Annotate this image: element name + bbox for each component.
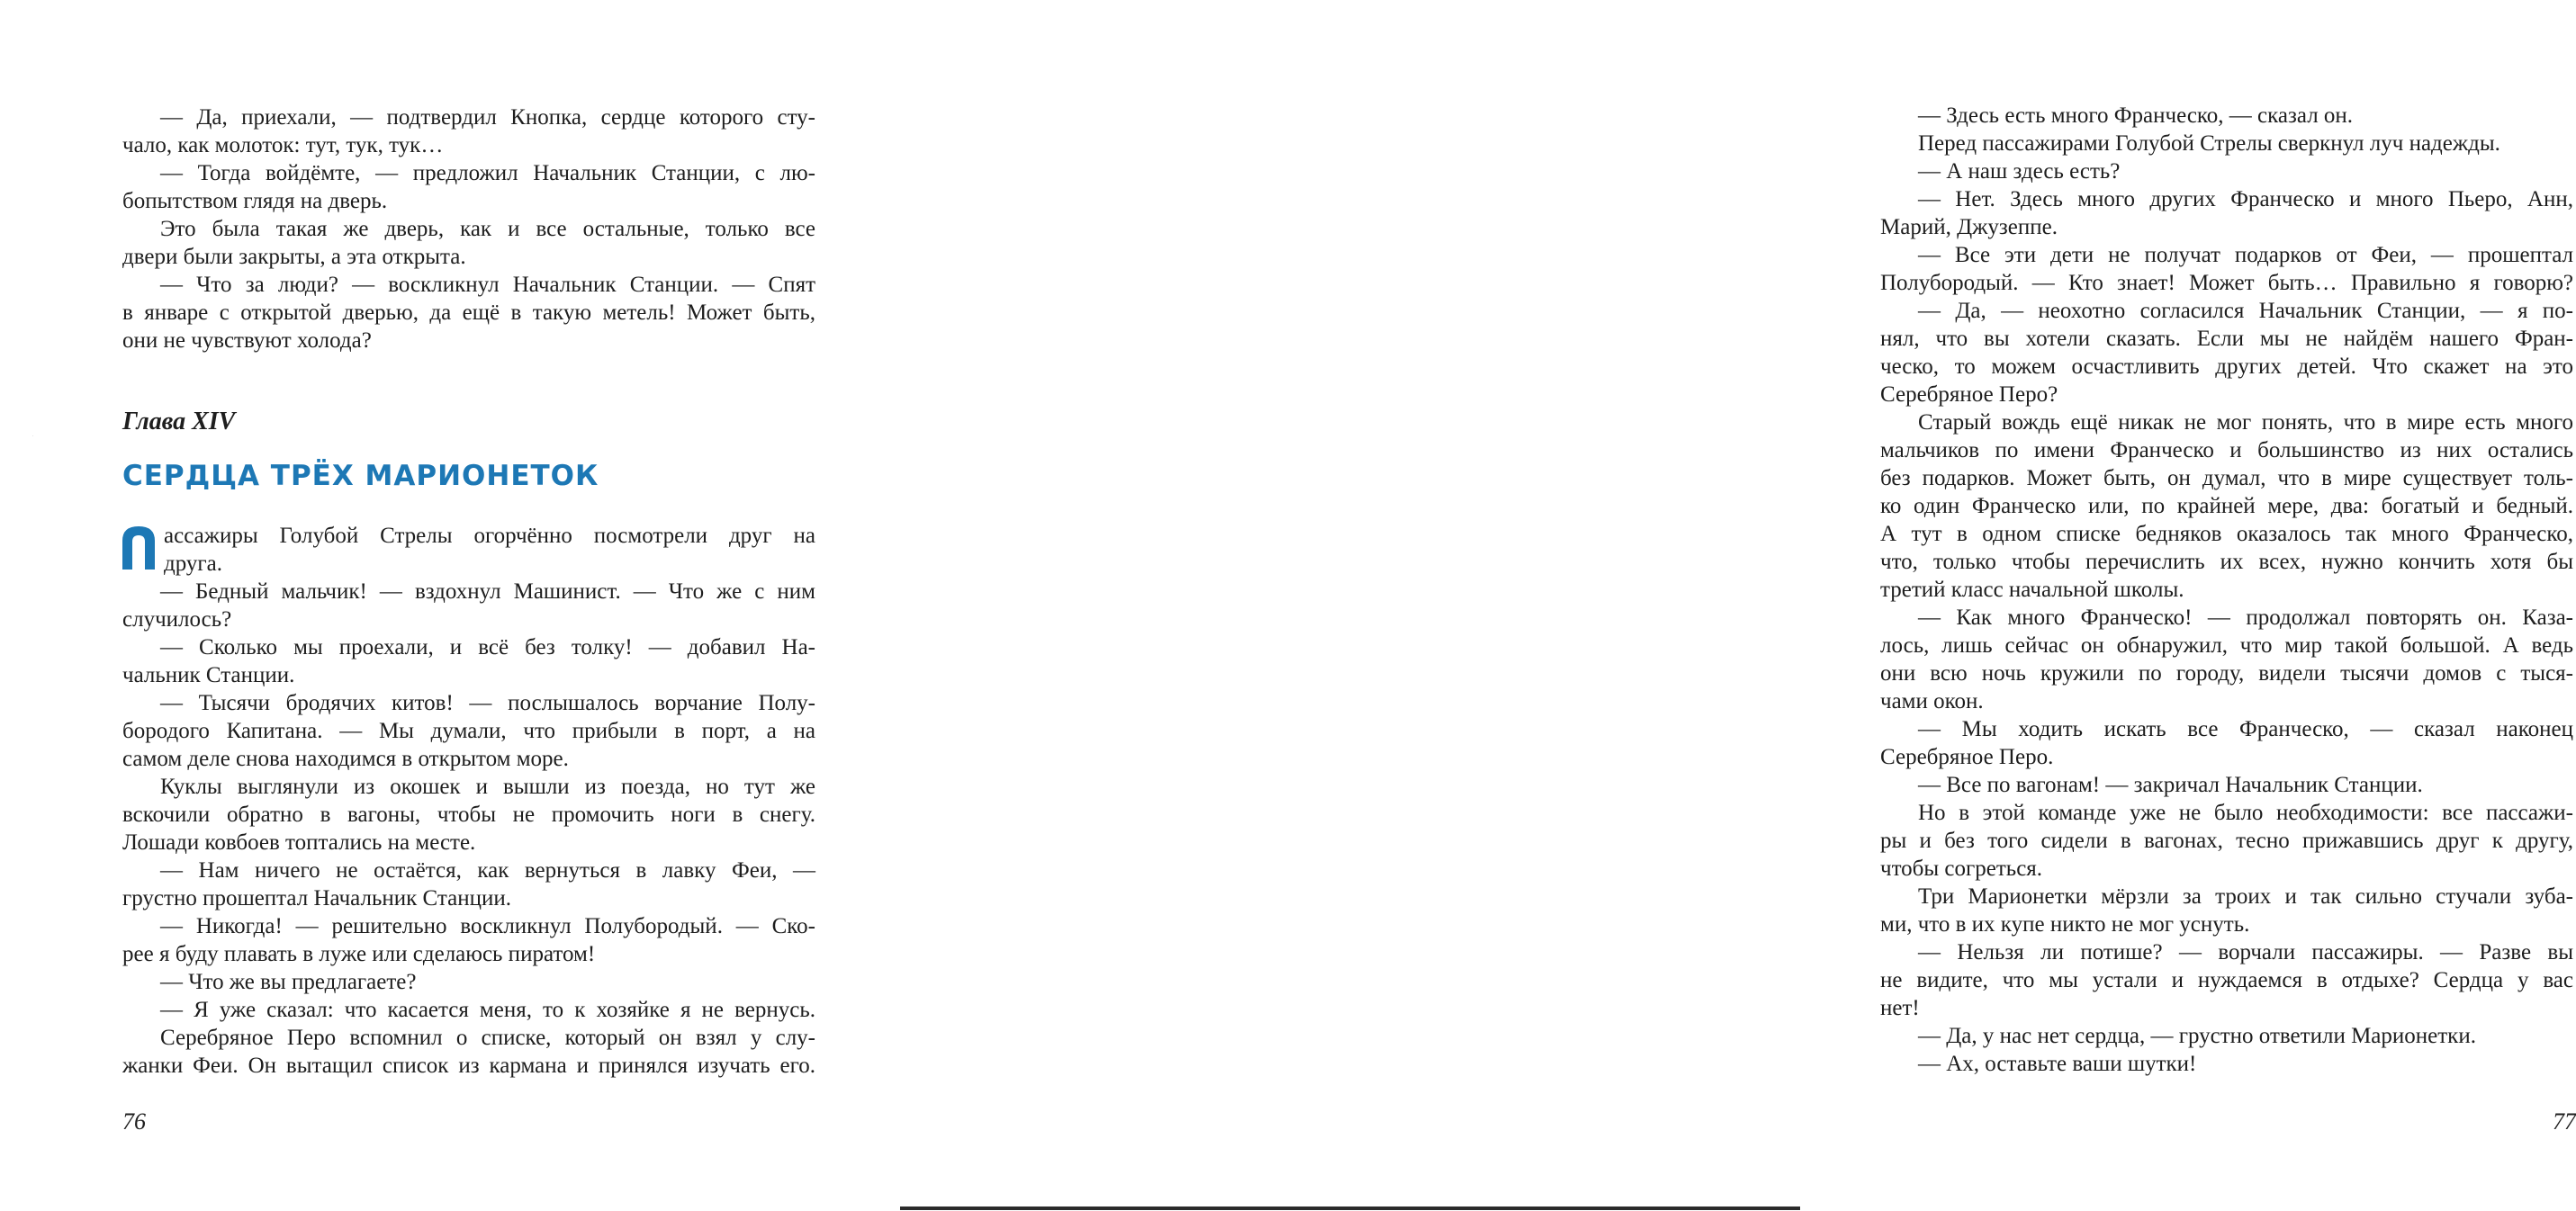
text-line: — Да, приехали, — подтвердил Кнопка, сердце которого сту- bbox=[160, 105, 815, 130]
text-line: Три Марионетки мёрзли за троих и так сильно стучали зуба- bbox=[1918, 884, 2573, 909]
text-line: Старый вождь ещё никак не мог понять, что в мире есть много bbox=[1918, 410, 2573, 435]
chapter-title: СЕРДЦА ТРЁХ МАРИОНЕТОК bbox=[122, 460, 599, 492]
text-line: грустно прошептал Начальник Станции. bbox=[122, 886, 511, 910]
left-page bbox=[0, 0, 900, 1211]
text-line: друга. bbox=[164, 552, 222, 576]
text-line: третий класс начальной школы. bbox=[1880, 578, 2184, 602]
text-line: Серебряное Перо? bbox=[1880, 382, 2058, 407]
text-line: вскочили обратно в вагоны, чтобы не промочить ноги в снегу. bbox=[122, 803, 815, 827]
text-line: Но в этой команде уже не было необходимости: все пассажи- bbox=[1918, 801, 2573, 825]
text-line: ко один Франческо или, по крайней мере, два: богатый и бедный. bbox=[1880, 494, 2573, 518]
text-line: — Сколько мы проехали, и всё без толку! — добавил На- bbox=[160, 635, 815, 659]
text-line: — Никогда! — решительно воскликнул Полубородый. — Ско- bbox=[160, 914, 815, 938]
text-line: — Как много Франческо! — продолжал повторять он. Каза- bbox=[1918, 606, 2573, 630]
text-line: бопытством глядя на дверь. bbox=[122, 189, 388, 213]
text-line: — Здесь есть много Франческо, — сказал он. bbox=[1918, 103, 2354, 128]
text-line: — Бедный мальчик! — вздохнул Машинист. — Что же с ним bbox=[160, 579, 815, 604]
text-line: Лошади ковбоев топтались на месте. bbox=[122, 830, 476, 855]
bottom-rule bbox=[900, 1207, 1800, 1210]
first-paragraph bbox=[164, 522, 815, 578]
text-line: — А наш здесь есть? bbox=[1918, 159, 2121, 184]
text-line: Серебряное Перо. bbox=[1880, 745, 2054, 769]
text-line: бородого Капитана. — Мы думали, что прибыли в порт, а на bbox=[122, 719, 815, 743]
text-line: чами окон. bbox=[1880, 689, 1984, 713]
text-line: рее я буду плавать в луже или сделаюсь пиратом! bbox=[122, 942, 596, 966]
text-line: чало, как молоток: тут, тук, тук… bbox=[122, 133, 444, 157]
text-line: нет! bbox=[1880, 996, 1920, 1020]
text-line: жанки Феи. Он вытащил список из кармана и принялся изучать его. bbox=[122, 1054, 815, 1078]
text-line: — Нам ничего не остаётся, как вернуться в лавку Феи, — bbox=[160, 858, 815, 883]
text-line: Это была такая же дверь, как и все остальные, только все bbox=[160, 217, 815, 241]
text-line: без подарков. Может быть, он думал, что в мире существует толь- bbox=[1880, 466, 2573, 490]
text-line: — Что же вы предлагаете? bbox=[160, 970, 417, 994]
text-line: Полубородый. — Кто знает! Может быть… Правильно я говорю? bbox=[1880, 271, 2573, 295]
text-line: — Все эти дети не получат подарков от Феи, — прошептал bbox=[1918, 243, 2573, 267]
text-line: ми, что в их купе никто не мог уснуть. bbox=[1880, 912, 2250, 937]
text-line: мальчиков по имени Франческо и большинство из них остались bbox=[1880, 438, 2573, 462]
text-line: лось, лишь сейчас он обнаружил, что мир такой большой. А ведь bbox=[1880, 633, 2573, 658]
text-line: случилось? bbox=[122, 607, 232, 632]
text-line: — Тогда войдёмте, — предложил Начальник Станции, с лю- bbox=[160, 161, 815, 185]
text-line: — Нельзя ли потише? — ворчали пассажиры. — Разве вы bbox=[1918, 940, 2573, 964]
text-line: они всю ночь кружили по городу, видели тысячи домов с тыся- bbox=[1880, 661, 2573, 686]
text-line: — Тысячи бродячих китов! — послышалось ворчание Полу- bbox=[160, 691, 815, 715]
text-line: Марий, Джузеппе. bbox=[1880, 215, 2058, 239]
text-line: самом деле снова находимся в открытом море. bbox=[122, 747, 569, 771]
text-line: они не чувствуют холода? bbox=[122, 328, 372, 353]
text-line: ры и без того сидели в вагонах, тесно прижавшись друг к другу, bbox=[1880, 829, 2573, 853]
text-line: — Что за люди? — воскликнул Начальник Станции. — Спят bbox=[160, 273, 815, 297]
page-number-right: 77 bbox=[2553, 1108, 2576, 1135]
text-line: — Да, — неохотно согласился Начальник Станции, — я по- bbox=[1918, 299, 2573, 323]
left-body-paragraphs bbox=[122, 578, 815, 1080]
drop-cap bbox=[32, 436, 155, 570]
text-line: нял, что вы хотели сказать. Если мы не найдём нашего Фран- bbox=[1880, 327, 2573, 351]
right-paragraphs bbox=[1880, 102, 2573, 1078]
text-line: — Мы ходить искать все Франческо, — сказал наконец bbox=[1918, 717, 2573, 741]
right-page bbox=[900, 0, 2576, 1211]
text-line: — Нет. Здесь много других Франческо и много Пьеро, Анн, bbox=[1918, 187, 2573, 211]
text-line: чальник Станции. bbox=[122, 663, 295, 687]
text-line: Перед пассажирами Голубой Стрелы сверкнул луч надежды. bbox=[1918, 131, 2500, 156]
text-line: не видите, что мы устали и нуждаемся в отдыхе? Сердца у вас bbox=[1880, 968, 2573, 992]
text-line: — Да, у нас нет сердца, — грустно ответили Марионетки. bbox=[1918, 1024, 2476, 1048]
page-number-left: 76 bbox=[122, 1108, 146, 1135]
text-line: ассажиры Голубой Стрелы огорчённо посмотрели друг на bbox=[164, 524, 815, 548]
text-line: двери были закрыты, а эта открыта. bbox=[122, 245, 466, 269]
text-line: ческо, то можем осчастливить других детей. Что скажет на это bbox=[1880, 354, 2573, 379]
text-line: — Ах, оставьте ваши шутки! bbox=[1918, 1052, 2197, 1076]
text-line: что, только чтобы перечислить их всех, нужно кончить хотя бы bbox=[1880, 550, 2573, 574]
text-line: А тут в одном списке бедняков оказалось так много Франческо, bbox=[1880, 522, 2573, 546]
chapter-label: Глава XIV bbox=[122, 408, 236, 435]
text-line: — Я уже сказал: что касается меня, то к хозяйке я не вернусь. bbox=[160, 998, 815, 1022]
text-line: Куклы выглянули из окошек и вышли из поезда, но тут же bbox=[160, 775, 815, 799]
left-top-paragraphs bbox=[122, 103, 815, 354]
text-line: чтобы согреться. bbox=[1880, 857, 2043, 881]
drop-cap-letter: П bbox=[32, 436, 33, 437]
text-line: в январе с открытой дверью, да ещё в такую метель! Может быть, bbox=[122, 301, 815, 325]
text-line: — Все по вагонам! — закричал Начальник Станции. bbox=[1918, 773, 2423, 797]
text-line: Серебряное Перо вспомнил о списке, который он взял у слу- bbox=[160, 1026, 815, 1050]
